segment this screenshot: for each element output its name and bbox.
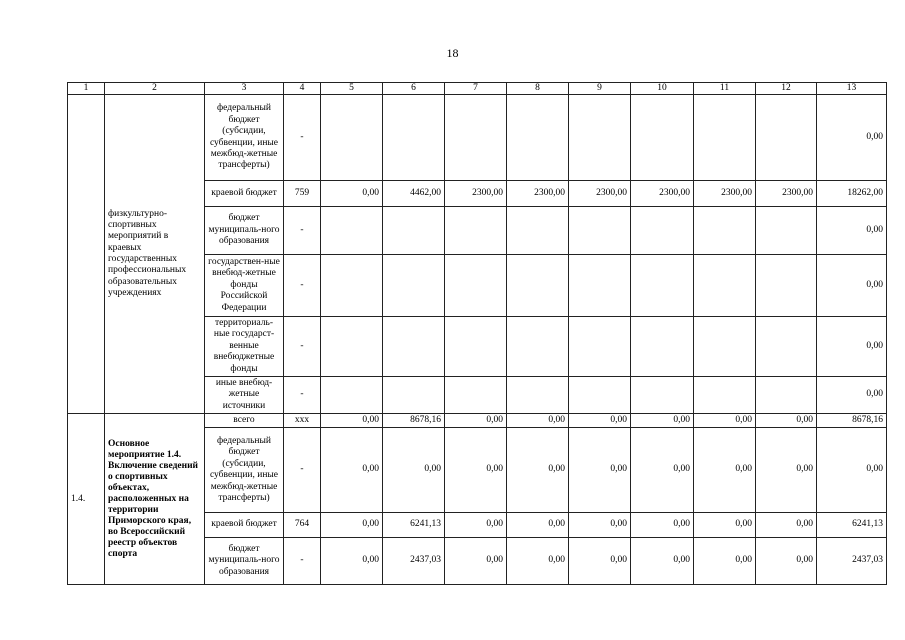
value-cell: 0,00: [631, 428, 694, 513]
value-cell: 2300,00: [631, 181, 694, 207]
total-cell: 8678,16: [817, 414, 887, 428]
funding-source-cell: иные внебюд-жетные источники: [205, 377, 284, 414]
value-cell: [445, 95, 507, 181]
value-cell: [383, 377, 445, 414]
value-cell: [756, 207, 817, 255]
total-cell: 0,00: [817, 317, 887, 377]
value-cell: 0,00: [507, 428, 569, 513]
value-cell: 0,00: [569, 414, 631, 428]
value-cell: 0,00: [694, 538, 756, 585]
value-cell: [631, 255, 694, 317]
value-cell: [569, 317, 631, 377]
value-cell: 2300,00: [507, 181, 569, 207]
budget-code-cell: 759: [284, 181, 321, 207]
value-cell: [321, 207, 383, 255]
total-cell: 0,00: [817, 207, 887, 255]
column-header: 2: [105, 83, 205, 95]
value-cell: [569, 207, 631, 255]
column-header: 5: [321, 83, 383, 95]
budget-code-cell: -: [284, 317, 321, 377]
funding-source-cell: государствен-ные внебюд-жетные фонды Российской Федерации: [205, 255, 284, 317]
value-cell: [507, 95, 569, 181]
value-cell: 2300,00: [445, 181, 507, 207]
value-cell: 2300,00: [694, 181, 756, 207]
value-cell: [507, 317, 569, 377]
value-cell: 0,00: [445, 513, 507, 538]
value-cell: 2300,00: [756, 181, 817, 207]
value-cell: [694, 377, 756, 414]
value-cell: 0,00: [694, 428, 756, 513]
column-header: 10: [631, 83, 694, 95]
value-cell: [321, 377, 383, 414]
table-row: [68, 95, 887, 181]
value-cell: 0,00: [321, 538, 383, 585]
budget-code-cell: -: [284, 207, 321, 255]
column-header: 9: [569, 83, 631, 95]
activity-name-cell: Основное мероприятие 1.4. Включение сведений о спортивных объектах, расположенных на территории Приморского края, во Всероссийский реестр объектов спорта: [105, 414, 205, 585]
value-cell: 0,00: [631, 538, 694, 585]
value-cell: [321, 255, 383, 317]
value-cell: [756, 95, 817, 181]
value-cell: [445, 317, 507, 377]
value-cell: 0,00: [321, 428, 383, 513]
value-cell: [383, 207, 445, 255]
value-cell: [631, 207, 694, 255]
item-number-cell: 1.4.: [68, 414, 105, 585]
column-header: 7: [445, 83, 507, 95]
value-cell: 0,00: [569, 513, 631, 538]
total-cell: 0,00: [817, 95, 887, 181]
activity-name-cell: физкультурно-спортивных мероприятий в краевых государственных профессиональных образовательных учреждениях: [105, 95, 205, 414]
value-cell: [569, 255, 631, 317]
value-cell: 2437,03: [383, 538, 445, 585]
budget-code-cell: -: [284, 95, 321, 181]
value-cell: 0,00: [507, 513, 569, 538]
value-cell: 0,00: [445, 414, 507, 428]
value-cell: [445, 377, 507, 414]
value-cell: 0,00: [694, 414, 756, 428]
value-cell: [383, 95, 445, 181]
total-cell: 2437,03: [817, 538, 887, 585]
value-cell: [631, 377, 694, 414]
value-cell: [694, 95, 756, 181]
funding-source-cell: федеральный бюджет (субсидии, субвенции, иные межбюд-жетные трансферты): [205, 95, 284, 181]
value-cell: [507, 377, 569, 414]
value-cell: 0,00: [445, 538, 507, 585]
value-cell: 0,00: [383, 428, 445, 513]
column-header: 13: [817, 83, 887, 95]
value-cell: 0,00: [569, 538, 631, 585]
value-cell: [756, 255, 817, 317]
total-cell: 0,00: [817, 377, 887, 414]
value-cell: [569, 95, 631, 181]
value-cell: 0,00: [756, 428, 817, 513]
budget-code-cell: -: [284, 428, 321, 513]
value-cell: [507, 207, 569, 255]
total-cell: 18262,00: [817, 181, 887, 207]
value-cell: [383, 255, 445, 317]
value-cell: 0,00: [694, 513, 756, 538]
value-cell: [445, 207, 507, 255]
total-cell: 0,00: [817, 428, 887, 513]
column-header: 8: [507, 83, 569, 95]
funding-source-cell: бюджет муниципаль-ного образования: [205, 207, 284, 255]
value-cell: [756, 377, 817, 414]
budget-code-cell: -: [284, 377, 321, 414]
column-header: 6: [383, 83, 445, 95]
value-cell: 0,00: [756, 414, 817, 428]
funding-source-cell: всего: [205, 414, 284, 428]
column-header: 3: [205, 83, 284, 95]
budget-table: [67, 82, 887, 585]
budget-code-cell: -: [284, 538, 321, 585]
value-cell: 0,00: [507, 538, 569, 585]
value-cell: [507, 255, 569, 317]
value-cell: 4462,00: [383, 181, 445, 207]
header-row: [68, 83, 887, 95]
value-cell: [383, 317, 445, 377]
value-cell: [694, 317, 756, 377]
value-cell: [445, 255, 507, 317]
value-cell: [321, 317, 383, 377]
total-cell: 0,00: [817, 255, 887, 317]
value-cell: 0,00: [569, 428, 631, 513]
value-cell: 0,00: [445, 428, 507, 513]
value-cell: 0,00: [756, 513, 817, 538]
value-cell: [694, 255, 756, 317]
value-cell: [569, 377, 631, 414]
value-cell: 0,00: [631, 414, 694, 428]
value-cell: 0,00: [507, 414, 569, 428]
value-cell: 0,00: [321, 414, 383, 428]
value-cell: [631, 95, 694, 181]
value-cell: [321, 95, 383, 181]
column-header: 12: [756, 83, 817, 95]
value-cell: 0,00: [321, 181, 383, 207]
table-row: [68, 414, 887, 428]
value-cell: 0,00: [756, 538, 817, 585]
column-header: 1: [68, 83, 105, 95]
column-header: 4: [284, 83, 321, 95]
funding-source-cell: бюджет муниципаль-ного образования: [205, 538, 284, 585]
funding-source-cell: краевой бюджет: [205, 513, 284, 538]
value-cell: 6241,13: [383, 513, 445, 538]
value-cell: [694, 207, 756, 255]
budget-code-cell: 764: [284, 513, 321, 538]
value-cell: 0,00: [631, 513, 694, 538]
budget-code-cell: ххх: [284, 414, 321, 428]
value-cell: [756, 317, 817, 377]
value-cell: 2300,00: [569, 181, 631, 207]
value-cell: 0,00: [321, 513, 383, 538]
value-cell: 8678,16: [383, 414, 445, 428]
funding-source-cell: территориаль-ные государст-венные внебюджетные фонды: [205, 317, 284, 377]
page-number: 18: [446, 46, 459, 60]
value-cell: [631, 317, 694, 377]
budget-code-cell: -: [284, 255, 321, 317]
funding-source-cell: краевой бюджет: [205, 181, 284, 207]
funding-source-cell: федеральный бюджет (субсидии, субвенции, иные межбюд-жетные трансферты): [205, 428, 284, 513]
column-header: 11: [694, 83, 756, 95]
item-number-cell: [68, 95, 105, 414]
total-cell: 6241,13: [817, 513, 887, 538]
